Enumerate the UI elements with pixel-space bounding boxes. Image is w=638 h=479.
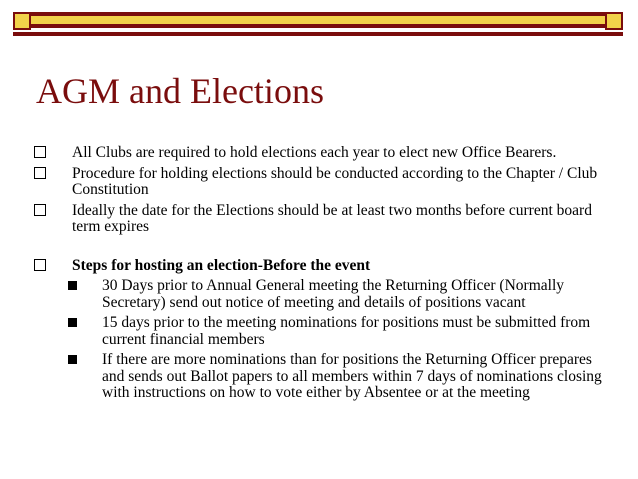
steps-heading-item bbox=[34, 258, 614, 275]
step-text: 15 days prior to the meeting nominations for positions must be submitted from current financial members bbox=[102, 314, 591, 348]
bar-right-square bbox=[605, 12, 623, 30]
hollow-square-bullet-icon bbox=[34, 204, 46, 216]
bar-stripe-middle bbox=[13, 24, 623, 28]
bullet-text: All Clubs are required to hold elections each year to elect new Office Bearers. bbox=[72, 144, 557, 161]
bullet-text: Procedure for holding elections should be conducted according to the Chapter / Club Constitution bbox=[72, 164, 598, 198]
bullet-list bbox=[34, 145, 614, 406]
filled-square-bullet-icon bbox=[68, 355, 77, 364]
bar-left-square bbox=[13, 12, 31, 30]
filled-square-bullet-icon bbox=[68, 318, 77, 327]
hollow-square-bullet-icon bbox=[34, 167, 46, 179]
header-decoration-bar bbox=[13, 12, 623, 36]
step-text: If there are more nominations than for positions the Returning Officer prepares and sends out Ballot papers to all members within 7 days of nominations closing with instructions on how to vote either by Absentee or at the meeting bbox=[102, 351, 602, 401]
bullet-item bbox=[34, 203, 614, 236]
step-item bbox=[34, 352, 614, 402]
hollow-square-bullet-icon bbox=[34, 259, 46, 271]
step-item bbox=[34, 278, 614, 311]
bar-gold-band bbox=[31, 16, 605, 24]
slide-title: AGM and Elections bbox=[36, 71, 324, 111]
bullet-item bbox=[34, 145, 614, 162]
step-item bbox=[34, 315, 614, 348]
bullet-item bbox=[34, 166, 614, 199]
bullet-text: Ideally the date for the Elections should be at least two months before current board term expires bbox=[72, 201, 592, 235]
step-text: 30 Days prior to Annual General meeting the Returning Officer (Normally Secretary) send out notice of meeting and details of positions vacant bbox=[102, 277, 565, 311]
steps-heading: Steps for hosting an election-Before the event bbox=[72, 256, 371, 274]
filled-square-bullet-icon bbox=[68, 281, 77, 290]
hollow-square-bullet-icon bbox=[34, 146, 46, 158]
bar-stripe-bottom bbox=[13, 32, 623, 36]
